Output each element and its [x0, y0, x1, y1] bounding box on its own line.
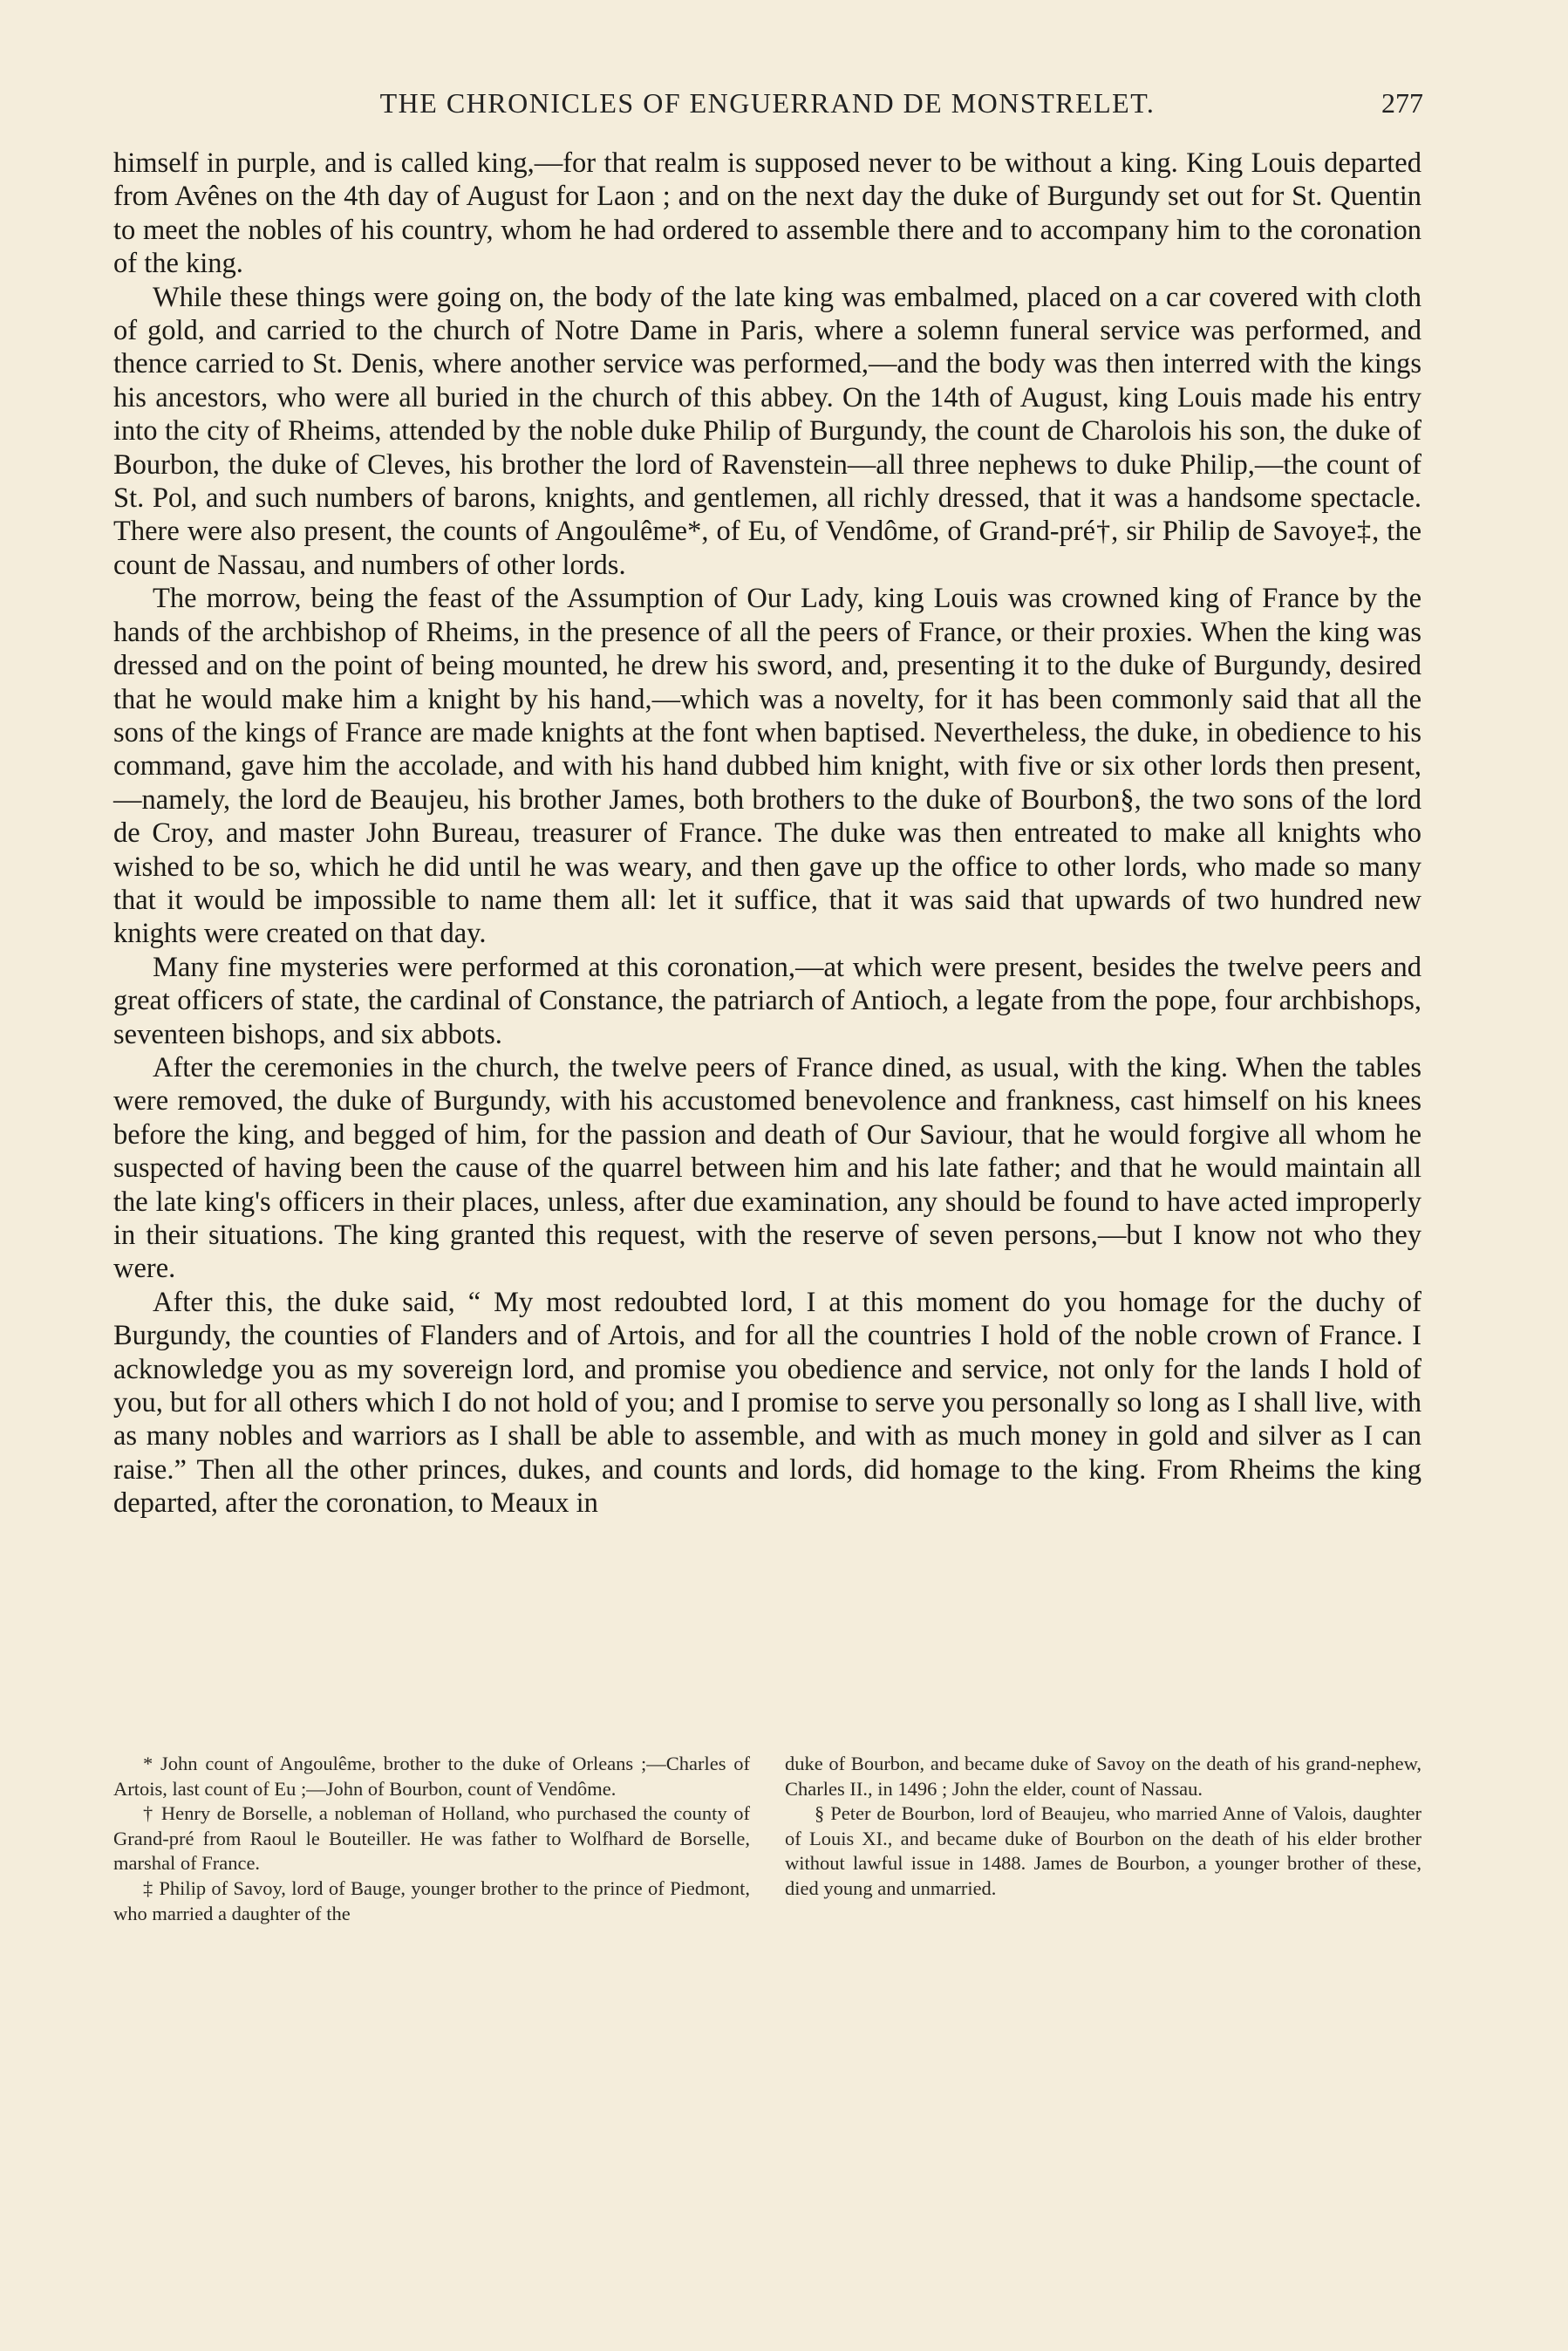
footnote-continuation: duke of Bourbon, and became duke of Savoy on the death of his grand-nephew, Charles II., in 1496 ; John the elder, count of Nassau. — [785, 1753, 1421, 1800]
page-header — [113, 87, 1421, 126]
footnotes-right-column — [785, 1752, 1421, 1926]
paragraph: himself in purple, and is called king,—for that realm is supposed never to be without a king. King Louis departed from Avênes on the 4th day of August for Laon ; and on the next day the duke of Burgundy set out for St. Quentin to meet the nobles of his country, whom he had ordered to assemble there and to accompany him to the coronation of the king. — [113, 147, 1421, 280]
paragraph: After the ceremonies in the church, the twelve peers of France dined, as usual, with the king. When the tables were removed, the duke of Burgundy, with his accustomed benevolence and frankness, cast himself on his knees before the king, and begged of him, for the passion and death of Our Saviour, that he would forgive all whom he suspected of having been the cause of the quarrel between him and his late father; and that he would maintain all the late king's officers in their places, unless, after due examination, any should be found to have acted improperly in their situations. The king granted this request, with the reserve of seven persons,—but I know not who they were. — [113, 1051, 1421, 1285]
footnote: * John count of Angoulême, brother to the duke of Orleans ;—Charles of Artois, last count of Eu ;—John of Bourbon, count of Vendôme. — [113, 1753, 750, 1800]
footnotes-left-column — [113, 1752, 750, 1926]
running-title: THE CHRONICLES OF ENGUERRAND DE MONSTRELET. — [379, 87, 1156, 119]
footnotes — [113, 1752, 1421, 1926]
paragraph: Many fine mysteries were performed at this coronation,—at which were present, besides the twelve peers and great officers of state, the cardinal of Constance, the patriarch of Antioch, a legate from the pope, four archbishops, seventeen bishops, and six abbots. — [113, 951, 1421, 1050]
page-number: 277 — [1381, 87, 1423, 119]
footnote: † Henry de Borselle, a nobleman of Holland, who purchased the county of Grand-pré from Raoul le Bouteiller. He was father to Wolfhard de Borselle, marshal of France. — [113, 1802, 750, 1875]
paragraph: The morrow, being the feast of the Assumption of Our Lady, king Louis was crowned king of France by the hands of the archbishop of Rheims, in the presence of all the peers of France, or their proxies. When the king was dressed and on the point of being mounted, he drew his sword, and, presenting it to the duke of Burgundy, desired that he would make him a knight by his hand,—which was a novelty, for it has been commonly said that all the sons of the kings of France are made knights at the font when baptised. Nevertheless, the duke, in obedience to his command, gave him the accolade, and with his hand dubbed him knight, with five or six other lords then present,—namely, the lord de Beaujeu, his brother James, both brothers to the duke of Bourbon§, the two sons of the lord de Croy, and master John Bureau, treasurer of France. The duke was then entreated to make all knights who wished to be so, which he did until he was weary, and then gave up the office to other lords, who made so many that it would be impossible to name them all: let it suffice, that it was said that upwards of two hundred new knights were created on that day. — [113, 583, 1421, 950]
paragraph: While these things were going on, the body of the late king was embalmed, placed on a car covered with cloth of gold, and carried to the church of Notre Dame in Paris, where a solemn funeral service was performed, and thence carried to St. Denis, where another service was performed,—and the body was then interred with the kings his ancestors, who were all buried in the church of this abbey. On the 14th of August, king Louis made his entry into the city of Rheims, attended by the noble duke Philip of Burgundy, the count de Charolois his son, the duke of Bourbon, the duke of Cleves, his brother the lord of Ravenstein—all three nephews to duke Philip,—the count of St. Pol, and such numbers of barons, knights, and gentlemen, all richly dressed, that it was a handsome spectacle. There were also present, the counts of Angoulême*, of Eu, of Vendôme, of Grand-pré†, sir Philip de Savoye‡, the count de Nassau, and numbers of other lords. — [113, 281, 1421, 581]
footnote: ‡ Philip of Savoy, lord of Bauge, younger brother to the prince of Piedmont, who married a daughter of the — [113, 1876, 750, 1924]
paragraph: After this, the duke said, “ My most redoubted lord, I at this moment do you homage for the duchy of Burgundy, the counties of Flanders and of Artois, and for all the countries I hold of the noble crown of France. I acknowledge you as my sovereign lord, and promise you obedience and service, not only for the lands I hold of you, but for all others which I do not hold of you; and I promise to serve you personally so long as I shall live, with as many nobles and warriors as I shall be able to assemble, and with as much money in gold and silver as I can raise.” Then all the other princes, dukes, and counts and lords, did homage to the king. From Rheims the king departed, after the coronation, to Meaux in — [113, 1286, 1421, 1520]
main-text — [113, 147, 1421, 1521]
footnote: § Peter de Bourbon, lord of Beaujeu, who married Anne of Valois, daughter of Louis XI., and became duke of Bourbon on the death of his elder brother without lawful issue in 1488. James de Bourbon, a younger brother of these, died young and unmarried. — [785, 1802, 1421, 1899]
